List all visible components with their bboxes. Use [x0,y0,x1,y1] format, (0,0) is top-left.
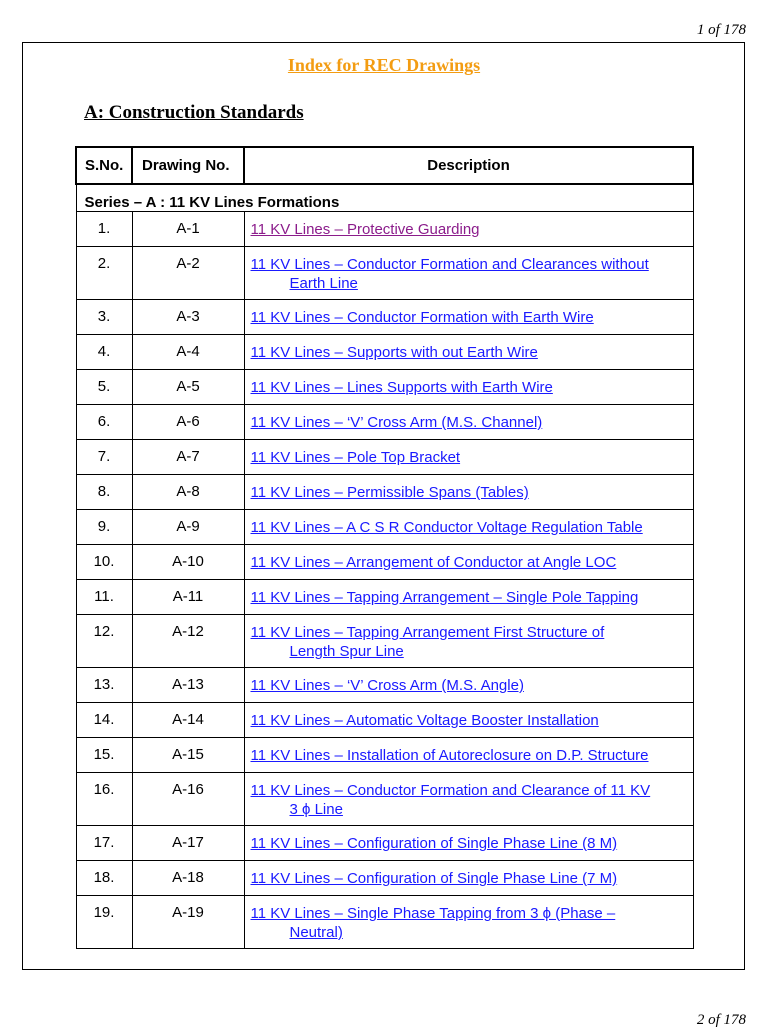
drawing-number-cell: A-7 [132,440,244,475]
drawing-number-cell: A-16 [132,773,244,826]
description-cell [244,615,693,668]
serial-number-cell: 2. [76,247,132,300]
drawing-number-cell: A-15 [132,738,244,773]
serial-number-cell: 15. [76,738,132,773]
serial-number-cell: 16. [76,773,132,826]
table-row [76,370,693,405]
description-line-1: 11 KV Lines – Automatic Voltage Booster Installation [250,712,599,729]
description-cell [244,580,693,615]
serial-number-cell: 11. [76,580,132,615]
serial-number-cell: 14. [76,703,132,738]
description-line-1: 11 KV Lines – Single Phase Tapping from 3 ϕ (Phase – [250,905,616,922]
table-row [76,300,693,335]
serial-number-cell: 12. [76,615,132,668]
drawing-number-cell: A-8 [132,475,244,510]
description-line-1: 11 KV Lines – Permissible Spans (Tables) [250,484,529,501]
drawing-number-cell: A-9 [132,510,244,545]
drawing-number-cell: A-11 [132,580,244,615]
drawing-description-link[interactable] [251,519,643,536]
serial-number-cell: 1. [76,212,132,247]
section-heading: A: Construction Standards [84,102,304,123]
drawing-description-link[interactable] [251,414,543,431]
drawing-description-link[interactable] [251,221,480,238]
description-cell [244,405,693,440]
drawing-description-link[interactable] [251,870,618,887]
table-row [76,440,693,475]
drawing-description-link[interactable] [251,554,617,571]
serial-number-cell: 6. [76,405,132,440]
drawing-number-cell: A-19 [132,896,244,949]
table-row [76,475,693,510]
table-row [76,896,693,949]
description-line-1: 11 KV Lines – ‘V’ Cross Arm (M.S. Angle) [250,677,524,694]
description-cell [244,896,693,949]
drawing-description-link[interactable] [251,309,594,326]
description-line-1: 11 KV Lines – Conductor Formation with Earth Wire [250,309,594,326]
serial-number-cell: 5. [76,370,132,405]
drawing-description-link[interactable] [251,624,687,661]
table-row [76,335,693,370]
serial-number-cell: 9. [76,510,132,545]
drawing-description-link[interactable] [251,484,529,501]
description-line-1: 11 KV Lines – Tapping Arrangement First Structure of [250,624,605,641]
table-row [76,773,693,826]
table-row [76,703,693,738]
serial-number-cell: 7. [76,440,132,475]
drawing-description-link[interactable] [251,747,649,764]
header-description: Description [244,147,693,184]
table-row [76,861,693,896]
description-cell [244,247,693,300]
description-line-2: Neutral) [289,924,343,941]
drawing-number-cell: A-12 [132,615,244,668]
description-cell [244,475,693,510]
drawing-description-link[interactable] [251,256,687,293]
description-line-1: 11 KV Lines – ‘V’ Cross Arm (M.S. Channel) [250,414,543,431]
description-line-1: 11 KV Lines – Installation of Autoreclosure on D.P. Structure [250,747,649,764]
description-cell [244,440,693,475]
serial-number-cell: 17. [76,826,132,861]
serial-number-cell: 4. [76,335,132,370]
description-cell [244,861,693,896]
drawing-number-cell: A-2 [132,247,244,300]
drawing-description-link[interactable] [251,379,553,396]
drawing-number-cell: A-17 [132,826,244,861]
table-row [76,405,693,440]
description-line-1: 11 KV Lines – Tapping Arrangement – Single Pole Tapping [250,589,639,606]
description-cell [244,668,693,703]
description-line-1: 11 KV Lines – A C S R Conductor Voltage Regulation Table [250,519,643,536]
drawings-index-table [75,146,694,949]
table-row [76,247,693,300]
drawing-description-link[interactable] [251,589,639,606]
description-line-2: 3 ϕ Line [289,801,343,818]
series-row [76,184,693,212]
series-label: Series – A : 11 KV Lines Formations [76,184,693,212]
next-page-number: 2 of 178 [696,1012,746,1028]
description-line-1: 11 KV Lines – Configuration of Single Phase Line (8 M) [250,835,618,852]
drawing-number-cell: A-4 [132,335,244,370]
description-line-2: Earth Line [289,275,358,292]
drawing-description-link[interactable] [251,449,461,466]
drawing-number-cell: A-14 [132,703,244,738]
description-line-1: 11 KV Lines – Lines Supports with Earth Wire [250,379,553,396]
drawing-description-link[interactable] [251,905,687,942]
table-row [76,510,693,545]
serial-number-cell: 19. [76,896,132,949]
drawing-number-cell: A-18 [132,861,244,896]
drawing-number-cell: A-6 [132,405,244,440]
description-line-1: 11 KV Lines – Conductor Formation and Clearance of 11 KV [250,782,651,799]
description-cell [244,370,693,405]
drawing-number-cell: A-10 [132,545,244,580]
description-cell [244,510,693,545]
description-cell [244,300,693,335]
description-line-1: 11 KV Lines – Supports with out Earth Wire [250,344,538,361]
description-cell [244,335,693,370]
table-header-row [76,147,693,184]
table-row [76,738,693,773]
drawing-description-link[interactable] [251,782,687,819]
drawing-description-link[interactable] [251,835,618,852]
description-cell [244,826,693,861]
description-cell [244,773,693,826]
drawing-number-cell: A-1 [132,212,244,247]
table-row [76,826,693,861]
table-row [76,615,693,668]
page-number: 1 of 178 [696,22,746,38]
drawing-description-link[interactable] [251,344,538,361]
serial-number-cell: 8. [76,475,132,510]
description-cell [244,545,693,580]
header-drawing-no: Drawing No. [132,147,244,184]
drawing-number-cell: A-5 [132,370,244,405]
serial-number-cell: 13. [76,668,132,703]
description-line-1: 11 KV Lines – Protective Guarding [250,221,480,238]
description-cell [244,703,693,738]
drawing-description-link[interactable] [251,712,599,729]
table-body [76,184,693,949]
drawing-description-link[interactable] [251,677,524,694]
drawing-number-cell: A-13 [132,668,244,703]
table-row [76,580,693,615]
table-row [76,668,693,703]
description-line-1: 11 KV Lines – Arrangement of Conductor at Angle LOC [250,554,617,571]
serial-number-cell: 10. [76,545,132,580]
description-line-1: 11 KV Lines – Pole Top Bracket [250,449,461,466]
table-row [76,545,693,580]
description-line-1: 11 KV Lines – Conductor Formation and Clearances without [250,256,649,273]
description-line-1: 11 KV Lines – Configuration of Single Phase Line (7 M) [250,870,618,887]
table-row [76,212,693,247]
drawing-number-cell: A-3 [132,300,244,335]
serial-number-cell: 3. [76,300,132,335]
document-title-link[interactable]: Index for REC Drawings [287,55,481,75]
description-cell [244,212,693,247]
description-cell [244,738,693,773]
serial-number-cell: 18. [76,861,132,896]
header-sno: S.No. [76,147,132,184]
description-line-2: Length Spur Line [289,643,404,660]
